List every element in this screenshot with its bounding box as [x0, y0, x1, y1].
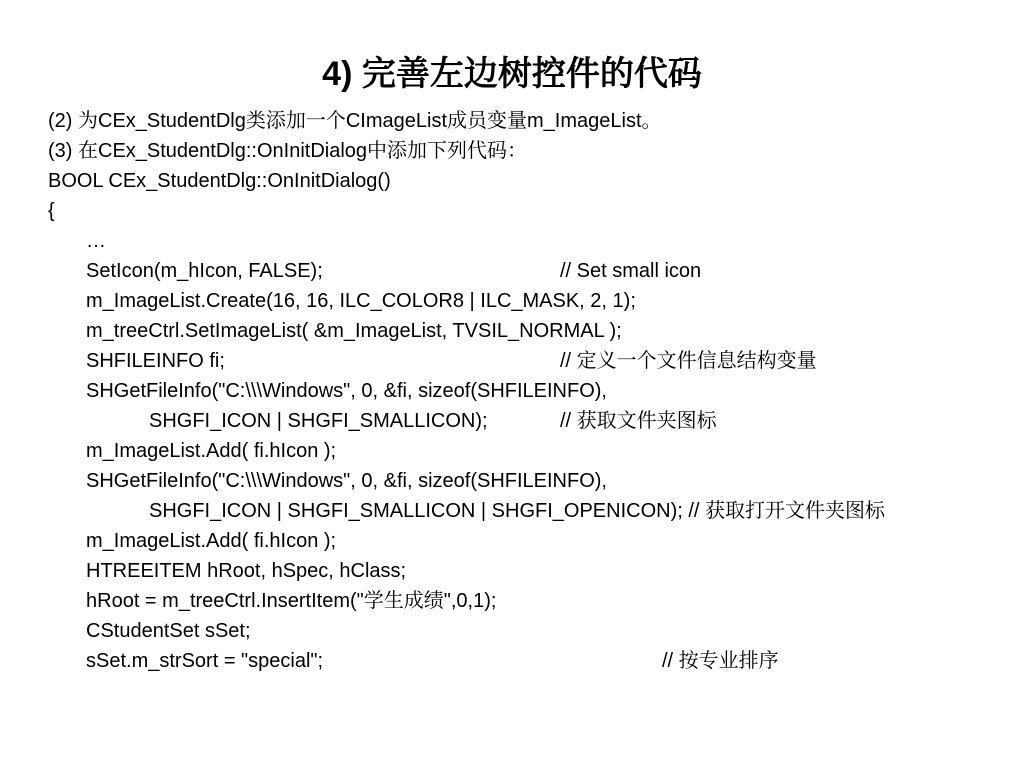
code-line-imagelist-create: m_ImageList.Create(16, 16, ILC_COLOR8 | ILC_MASK, 2, 1);	[86, 290, 636, 312]
code-line-htreeitem-decl: HTREEITEM hRoot, hSpec, hClass;	[86, 560, 407, 582]
code-line-open-brace: {	[48, 200, 55, 222]
code-line-seticon: SetIcon(m_hIcon, FALSE);	[86, 260, 323, 282]
code-line-set-sort: sSet.m_strSort = "special";	[86, 650, 324, 672]
code-comment-get-folder-icon: // 获取文件夹图标	[560, 410, 717, 432]
code-line-function-signature: BOOL CEx_StudentDlg::OnInitDialog()	[48, 170, 391, 192]
slide-title: 4) 完善左边树控件的代码	[322, 55, 702, 93]
code-comment-sort-by-major: // 按专业排序	[662, 650, 779, 672]
code-line-imagelist-add-1: m_ImageList.Add( fi.hIcon );	[86, 440, 337, 462]
text-line-add-code: (3) 在CEx_StudentDlg::OnInitDialog中添加下列代码：	[48, 140, 528, 162]
code-line-getfileinfo-1: SHGetFileInfo("C:\\\Windows", 0, &fi, sizeof(SHFILEINFO),	[86, 380, 607, 402]
code-line-shfileinfo-decl: SHFILEINFO fi;	[86, 350, 225, 372]
code-line-imagelist-add-2: m_ImageList.Add( fi.hIcon );	[86, 530, 337, 552]
code-comment-define-struct: // 定义一个文件信息结构变量	[560, 350, 817, 372]
code-line-flags-1: SHGFI_ICON | SHGFI_SMALLICON);	[149, 410, 488, 432]
code-line-set-imagelist: m_treeCtrl.SetImageList( &m_ImageList, TVSIL_NORMAL );	[86, 320, 622, 342]
code-line-getfileinfo-2: SHGetFileInfo("C:\\\Windows", 0, &fi, sizeof(SHFILEINFO),	[86, 470, 607, 492]
code-line-ellipsis: …	[86, 230, 106, 252]
code-line-flags-2: SHGFI_ICON | SHGFI_SMALLICON | SHGFI_OPENICON); // 获取打开文件夹图标	[149, 500, 886, 522]
text-line-add-member: (2) 为CEx_StudentDlg类添加一个CImageList成员变量m_ImageList。	[48, 110, 662, 132]
code-line-studentset-decl: CStudentSet sSet;	[86, 620, 251, 642]
code-line-insert-root: hRoot = m_treeCtrl.InsertItem("学生成绩",0,1);	[86, 590, 497, 612]
code-comment-set-small-icon: // Set small icon	[560, 260, 702, 282]
